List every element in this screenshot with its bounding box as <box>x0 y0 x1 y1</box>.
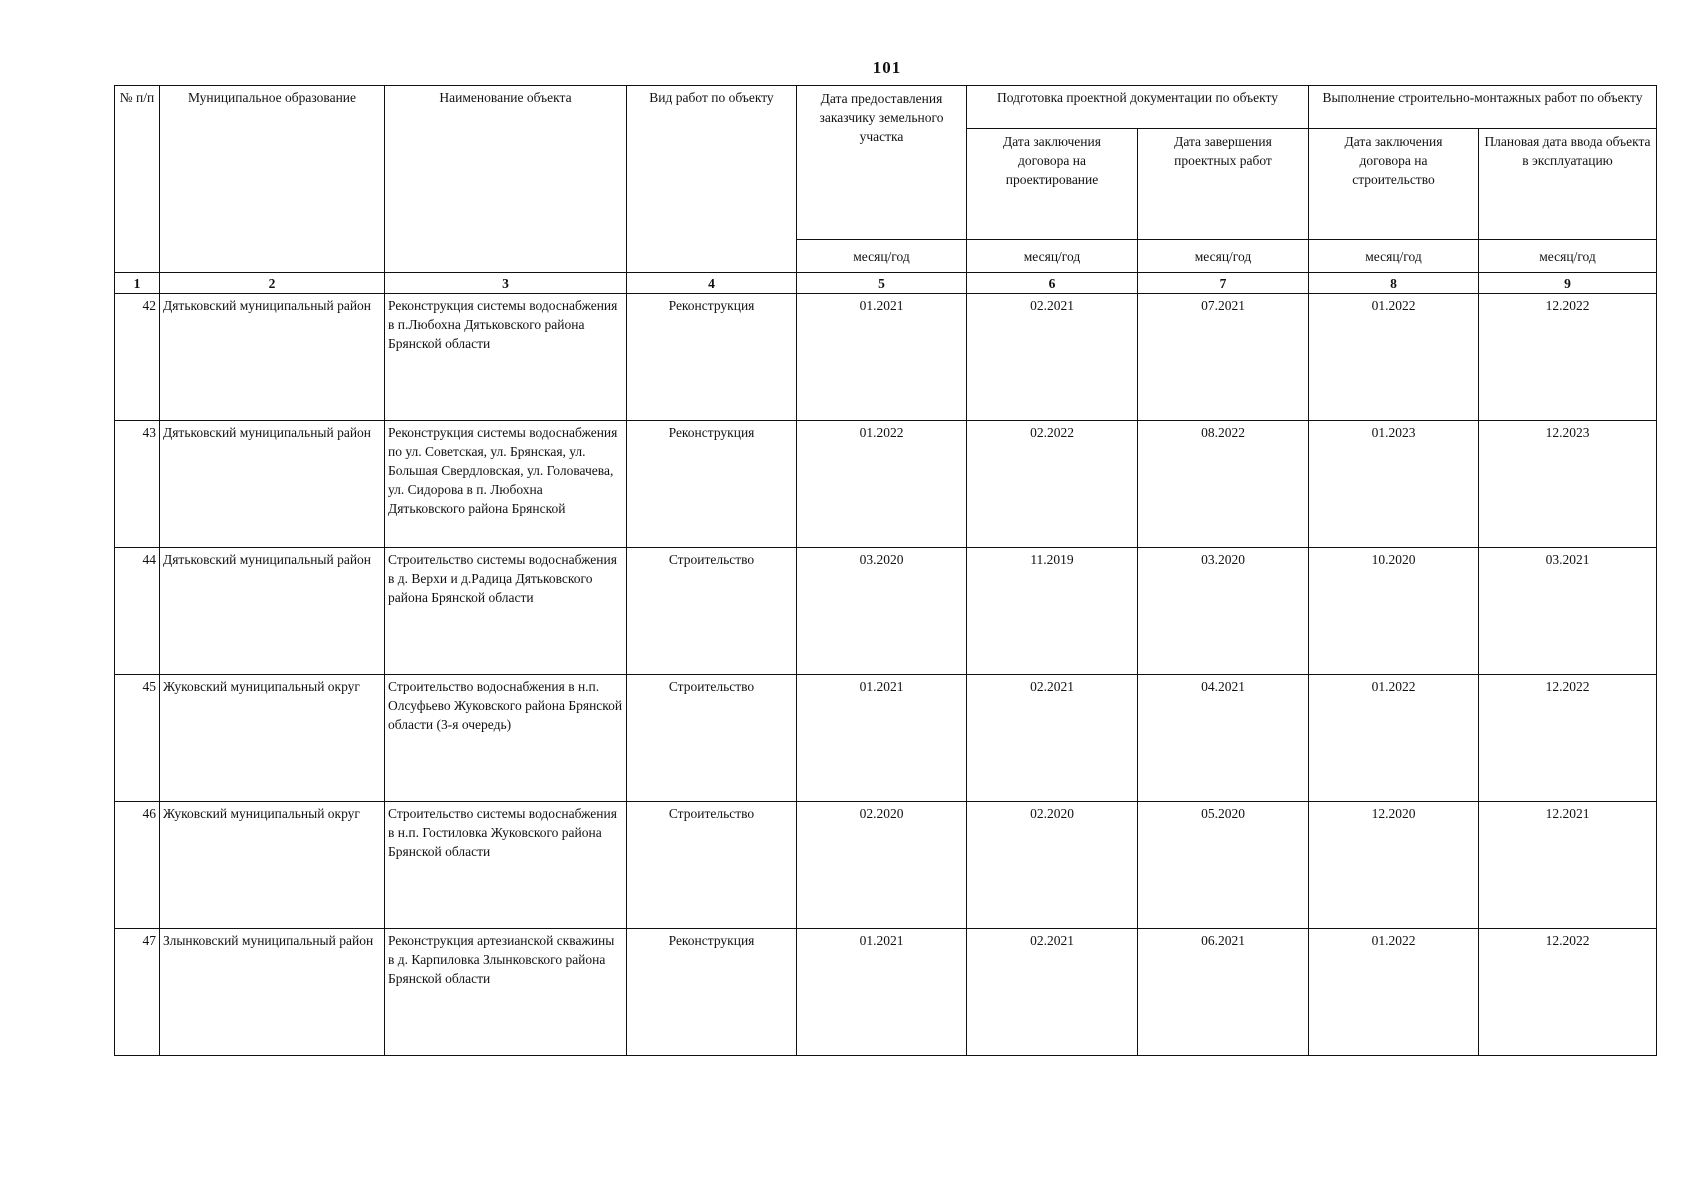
municipality-cell: Дятьковский муниципальный район <box>160 294 385 421</box>
build-contract-cell: 01.2023 <box>1309 421 1479 548</box>
object-cell <box>385 675 627 802</box>
unit-design-complete: месяц/год <box>1138 240 1309 273</box>
design-complete-cell: 03.2020 <box>1138 548 1309 675</box>
object-cell <box>385 421 627 548</box>
row-number: 42 <box>115 294 160 421</box>
row-number: 43 <box>115 421 160 548</box>
page-number: 101 <box>872 58 902 77</box>
header-land-date: Дата предоставления заказчику земельного участка <box>797 86 967 240</box>
design-complete-cell: 05.2020 <box>1138 802 1309 929</box>
land-date-cell: 01.2022 <box>797 421 967 548</box>
header-work-type: Вид работ по объекту <box>627 86 797 273</box>
land-date-cell: 01.2021 <box>797 929 967 1056</box>
design-complete-cell: 04.2021 <box>1138 675 1309 802</box>
land-date-cell: 03.2020 <box>797 548 967 675</box>
commissioning-cell: 12.2022 <box>1479 929 1657 1056</box>
work-type-cell: Реконструкция <box>627 294 797 421</box>
design-contract-cell: 02.2022 <box>967 421 1138 548</box>
design-contract-cell: 02.2021 <box>967 294 1138 421</box>
column-number: 5 <box>797 273 967 294</box>
header-commissioning: Плановая дата ввода объекта в эксплуатацию <box>1479 129 1657 240</box>
object-name: Строительство системы водоснабжения в н.п. Гостиловка Жуковского района Брянской области <box>388 806 617 859</box>
column-number: 8 <box>1309 273 1479 294</box>
row-number: 44 <box>115 548 160 675</box>
table-row <box>115 294 1657 421</box>
column-number: 7 <box>1138 273 1309 294</box>
design-contract-cell: 02.2020 <box>967 802 1138 929</box>
design-complete-cell: 08.2022 <box>1138 421 1309 548</box>
commissioning-cell: 12.2022 <box>1479 294 1657 421</box>
header-num: № п/п <box>115 86 160 273</box>
unit-land-date: месяц/год <box>797 240 967 273</box>
column-number: 2 <box>160 273 385 294</box>
column-number: 1 <box>115 273 160 294</box>
commissioning-cell: 03.2021 <box>1479 548 1657 675</box>
object-name: Строительство водоснабжения в н.п. Олсуфьево Жуковского района Брянской области (3-я очередь) <box>388 679 623 732</box>
header-design-contract: Дата заключения договора на проектирование <box>967 129 1138 240</box>
unit-build-contract: месяц/год <box>1309 240 1479 273</box>
header-design-complete: Дата завершения проектных работ <box>1138 129 1309 240</box>
municipality-cell: Жуковский муниципальный округ <box>160 675 385 802</box>
column-number: 4 <box>627 273 797 294</box>
table-row <box>115 929 1657 1056</box>
unit-design-contract: месяц/год <box>967 240 1138 273</box>
work-type-cell: Реконструкция <box>627 929 797 1056</box>
municipality-cell: Жуковский муниципальный округ <box>160 802 385 929</box>
build-contract-cell: 12.2020 <box>1309 802 1479 929</box>
column-number-row <box>115 273 1657 294</box>
build-contract-cell: 10.2020 <box>1309 548 1479 675</box>
table-row <box>115 548 1657 675</box>
municipality-cell: Злынковский муниципальный район <box>160 929 385 1056</box>
design-contract-cell: 02.2021 <box>967 929 1138 1056</box>
municipality-cell: Дятьковский муниципальный район <box>160 548 385 675</box>
table-row <box>115 675 1657 802</box>
design-complete-cell: 06.2021 <box>1138 929 1309 1056</box>
unit-commissioning: месяц/год <box>1479 240 1657 273</box>
row-number: 46 <box>115 802 160 929</box>
design-contract-cell: 11.2019 <box>967 548 1138 675</box>
column-number: 6 <box>967 273 1138 294</box>
object-name: Реконструкция системы водоснабжения в п.Любохна Дятьковского района Брянской области <box>388 298 618 351</box>
commissioning-cell: 12.2022 <box>1479 675 1657 802</box>
row-number: 47 <box>115 929 160 1056</box>
land-date-cell: 01.2021 <box>797 294 967 421</box>
table-row <box>115 802 1657 929</box>
land-date-cell: 01.2021 <box>797 675 967 802</box>
header-build-contract: Дата заключения договора на строительство <box>1309 129 1479 240</box>
work-type-cell: Строительство <box>627 802 797 929</box>
design-complete-cell: 07.2021 <box>1138 294 1309 421</box>
work-type-cell: Реконструкция <box>627 421 797 548</box>
header-group-construction: Выполнение строительно-монтажных работ по объекту <box>1309 86 1657 129</box>
column-number: 3 <box>385 273 627 294</box>
design-contract-cell: 02.2021 <box>967 675 1138 802</box>
row-number: 45 <box>115 675 160 802</box>
header-object: Наименование объекта <box>385 86 627 273</box>
commissioning-cell: 12.2021 <box>1479 802 1657 929</box>
header-municipality: Муниципальное образование <box>160 86 385 273</box>
work-type-cell: Строительство <box>627 548 797 675</box>
object-name: Реконструкция системы водоснабжения по ул. Советская, ул. Брянская, ул. Большая Свердловская, ул. Головачева, ул. Сидорова в п. Любохна Дятьковского района Брянской <box>388 425 618 516</box>
object-cell <box>385 548 627 675</box>
build-contract-cell: 01.2022 <box>1309 675 1479 802</box>
land-date-cell: 02.2020 <box>797 802 967 929</box>
municipality-cell: Дятьковский муниципальный район <box>160 421 385 548</box>
object-cell <box>385 294 627 421</box>
investment-objects-table <box>114 85 1657 1056</box>
build-contract-cell: 01.2022 <box>1309 294 1479 421</box>
build-contract-cell: 01.2022 <box>1309 929 1479 1056</box>
object-name: Реконструкция артезианской скважины в д. Карпиловка Злынковского района Брянской области <box>388 933 615 986</box>
commissioning-cell: 12.2023 <box>1479 421 1657 548</box>
work-type-cell: Строительство <box>627 675 797 802</box>
table-row <box>115 421 1657 548</box>
object-name: Строительство системы водоснабжения в д. Верхи и д.Радица Дятьковского района Брянской области <box>388 552 617 605</box>
object-cell <box>385 929 627 1056</box>
object-cell <box>385 802 627 929</box>
column-number: 9 <box>1479 273 1657 294</box>
header-group-design: Подготовка проектной документации по объекту <box>967 86 1309 129</box>
